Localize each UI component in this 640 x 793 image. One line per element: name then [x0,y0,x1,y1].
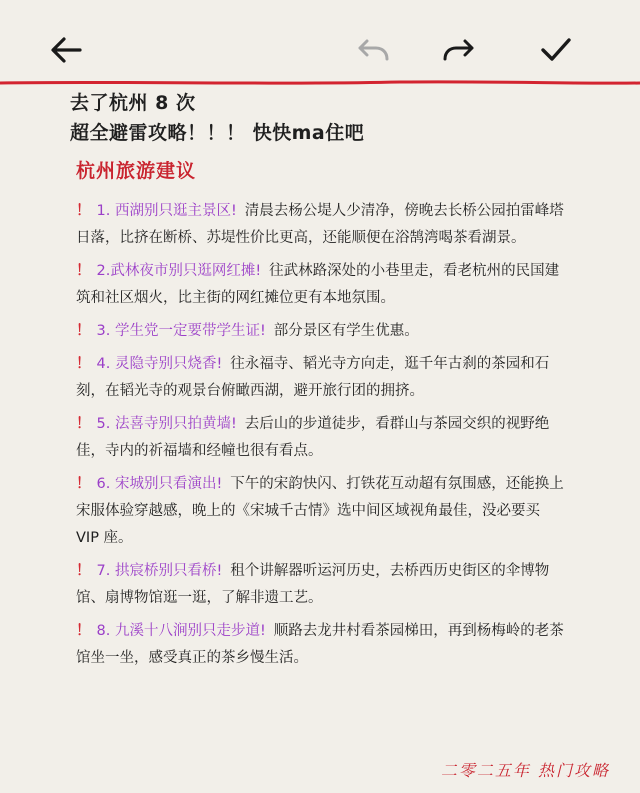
tip-body: 往永福寺、韬光寺方向走，逛千年古刹的茶园和石刻，在韬光寺的观景台俯瞰西湖，避开旅行团的拥挤。 [76,356,550,399]
exclamation-icon: ！ [76,323,91,339]
tip-body: 部分景区有学生优惠。 [273,323,419,339]
redo-icon [440,32,476,68]
exclamation-icon: ！ [76,416,91,432]
exclamation-icon: ！ [76,263,91,279]
title-line-1: 去了杭州 8 次 [70,92,196,114]
tip-item [76,318,566,345]
section-heading: 杭州旅游建议 [76,160,197,182]
redo-button[interactable] [436,28,480,72]
tip-body: 往武林路深处的小巷里走，看老杭州的民国建筑和社区烟火，比主街的网红摊位更有本地氛围。 [76,263,560,306]
tip-item [76,618,566,672]
back-button[interactable] [44,28,88,72]
tip-item [76,471,566,552]
exclamation-icon: ！ [76,623,91,639]
checkmark-icon [538,32,574,68]
tip-heading: 5. 法喜寺别只拍黄墙! [96,416,237,432]
tip-item [76,258,566,312]
tip-body: 去后山的步道徒步，看群山与茶园交织的视野绝佳，寺内的祈福墙和经幢也很有看点。 [76,416,550,459]
title-line-2: 超全避雷攻略！！！ 快快ma住吧 [70,122,365,144]
tip-heading: 6. 宋城别只看演出! [96,476,223,492]
done-button[interactable] [534,28,578,72]
exclamation-icon: ！ [76,203,91,219]
tip-heading: 1. 西湖别只逛主景区! [96,203,237,219]
tip-heading: 2.武林夜市别只逛网红摊! [96,263,262,279]
tip-heading: 4. 灵隐寺别只烧香! [96,356,223,372]
exclamation-icon: ！ [76,563,91,579]
tip-body: 租个讲解器听运河历史，去桥西历史街区的伞博物馆、扇博物馆逛一逛，了解非遗工艺。 [76,563,550,606]
tip-body: 顺路去龙井村看茶园梯田，再到杨梅岭的老茶馆坐一坐，感受真正的茶乡慢生活。 [76,623,564,666]
tip-item [76,558,566,612]
tip-body: 清晨去杨公堤人少清净，傍晚去长桥公园拍雷峰塔日落，比挤在断桥、苏堤性价比更高，还能顺便在浴鹄湾喝茶看湖景。 [76,203,564,246]
exclamation-icon: ！ [76,476,91,492]
undo-icon [356,32,392,68]
tip-body: 下午的宋韵快闪、打铁花互动超有氛围感，还能换上宋服体验穿越感，晚上的《宋城千古情》选中间区域视角最佳，没必要买 VIP 座。 [76,476,564,546]
red-divider-line [0,80,640,86]
exclamation-icon: ！ [76,356,91,372]
tip-item [76,198,566,252]
tip-heading: 8. 九溪十八涧别只走步道! [96,623,266,639]
signature-text: 二零二五年 热门攻略 [440,761,610,780]
tips-list [76,198,566,678]
tip-item [76,351,566,405]
undo-button[interactable] [352,28,396,72]
tip-heading: 7. 拱宸桥别只看桥! [96,563,223,579]
tip-heading: 3. 学生党一定要带学生证! [96,323,266,339]
tip-item [76,411,566,465]
editor-toolbar [0,0,640,80]
arrow-left-icon [48,32,84,68]
